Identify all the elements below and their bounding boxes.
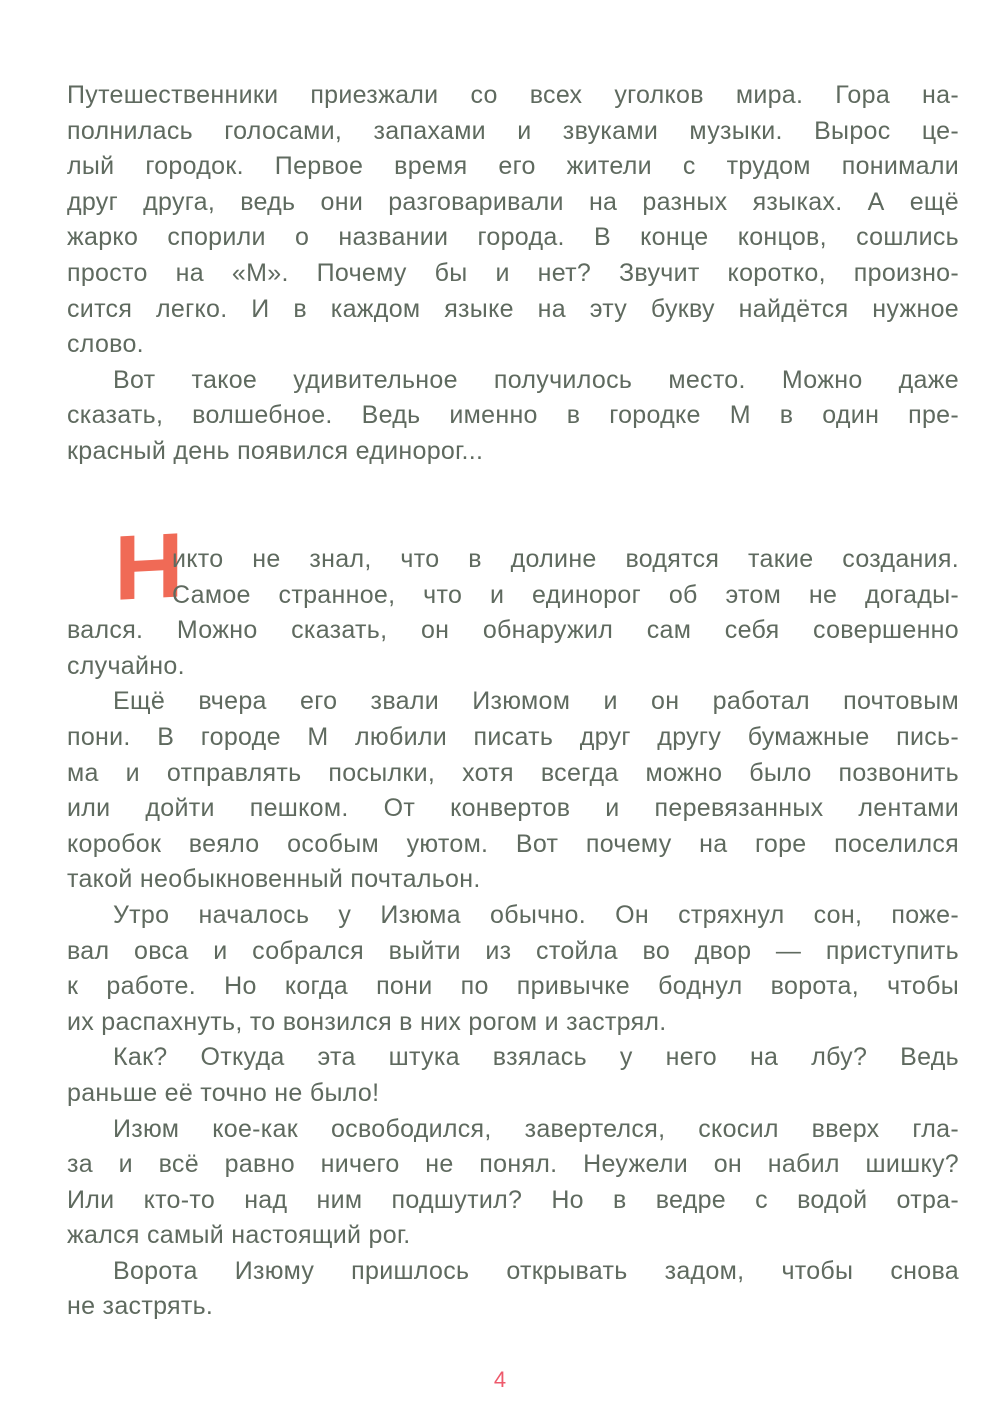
text-line: Или кто-то над ним подшутил? Но в ведре с водой отра- xyxy=(67,1185,959,1214)
text-line: жался самый настоящий рог. xyxy=(67,1221,411,1250)
paragraph xyxy=(67,1040,959,1111)
text-line: случайно. xyxy=(67,651,185,680)
text-line: раньше её точно не было! xyxy=(67,1078,380,1107)
section-chapter xyxy=(67,542,959,1325)
text-line: жарко спорили о названии города. В конце концов, сошлись xyxy=(67,223,959,252)
paragraph xyxy=(67,1254,959,1325)
text-line: Ещё вчера его звали Изюмом и он работал почтовым xyxy=(113,687,959,716)
text-line: Самое странное, что и единорог об этом не догады- xyxy=(172,580,959,609)
text-line: Путешественники приезжали со всех уголков мира. Гора на- xyxy=(67,81,959,109)
text-line: Ворота Изюму пришлось открывать задом, чтобы снова xyxy=(113,1256,959,1285)
text-line: ма и отправлять посылки, хотя всегда можно было позвонить xyxy=(67,758,959,787)
text-line: просто на «М». Почему бы и нет? Звучит коротко, произно- xyxy=(67,258,959,287)
text-line: Вот такое удивительное получилось место. Можно даже xyxy=(113,365,959,394)
paragraph xyxy=(67,363,959,470)
drop-cap-letter: Н xyxy=(114,514,184,620)
paragraph xyxy=(67,684,959,898)
text-line: коробок веяло особым уютом. Вот почему на горе поселился xyxy=(67,829,959,858)
text-line: сится легко. И в каждом языке на эту букву найдётся нужное xyxy=(67,294,959,323)
paragraph xyxy=(67,1112,959,1254)
text-line: их распахнуть, то вонзился в них рогом и застрял. xyxy=(67,1007,667,1036)
text-line: Утро началось у Изюма обычно. Он стряхнул сон, поже- xyxy=(113,900,959,929)
text-line: пони. В городе М любили писать друг другу бумажные пись- xyxy=(67,722,959,751)
text-line: вался. Можно сказать, он обнаружил сам себя совершенно xyxy=(67,616,959,645)
text-line: к работе. Но когда пони по привычке боднул ворота, чтобы xyxy=(67,972,959,1001)
paragraph xyxy=(67,78,959,363)
text-line: сказать, волшебное. Ведь именно в городке М в один пре- xyxy=(67,401,959,430)
text-line: красный день появился единорог... xyxy=(67,436,484,465)
paragraph xyxy=(67,542,959,684)
text-line: икто не знал, что в долине водятся такие создания. xyxy=(172,545,959,573)
text-line: Изюм кое-как освободился, завертелся, скосил вверх гла- xyxy=(113,1114,959,1143)
text-line: Как? Откуда эта штука взялась у него на лбу? Ведь xyxy=(113,1043,959,1072)
text-line: полнилась голосами, запахами и звуками музыки. Вырос це- xyxy=(67,116,959,145)
section-intro xyxy=(67,78,959,470)
text-line: друг друга, ведь они разговаривали на разных языках. А ещё xyxy=(67,187,959,216)
text-line: не застрять. xyxy=(67,1292,214,1321)
page-number: 4 xyxy=(493,1367,507,1392)
text-line: слово. xyxy=(67,330,144,359)
text-line: или дойти пешком. От конвертов и перевязанных лентами xyxy=(67,794,959,823)
text-line: вал овса и собрался выйти из стойла во двор — приступить xyxy=(67,936,959,965)
text-line: лый городок. Первое время его жители с трудом понимали xyxy=(67,152,959,181)
text-line: такой необыкновенный почтальон. xyxy=(67,865,481,894)
paragraph xyxy=(67,898,959,1040)
text-line: за и всё равно ничего не понял. Неужели он набил шишку? xyxy=(67,1150,959,1179)
